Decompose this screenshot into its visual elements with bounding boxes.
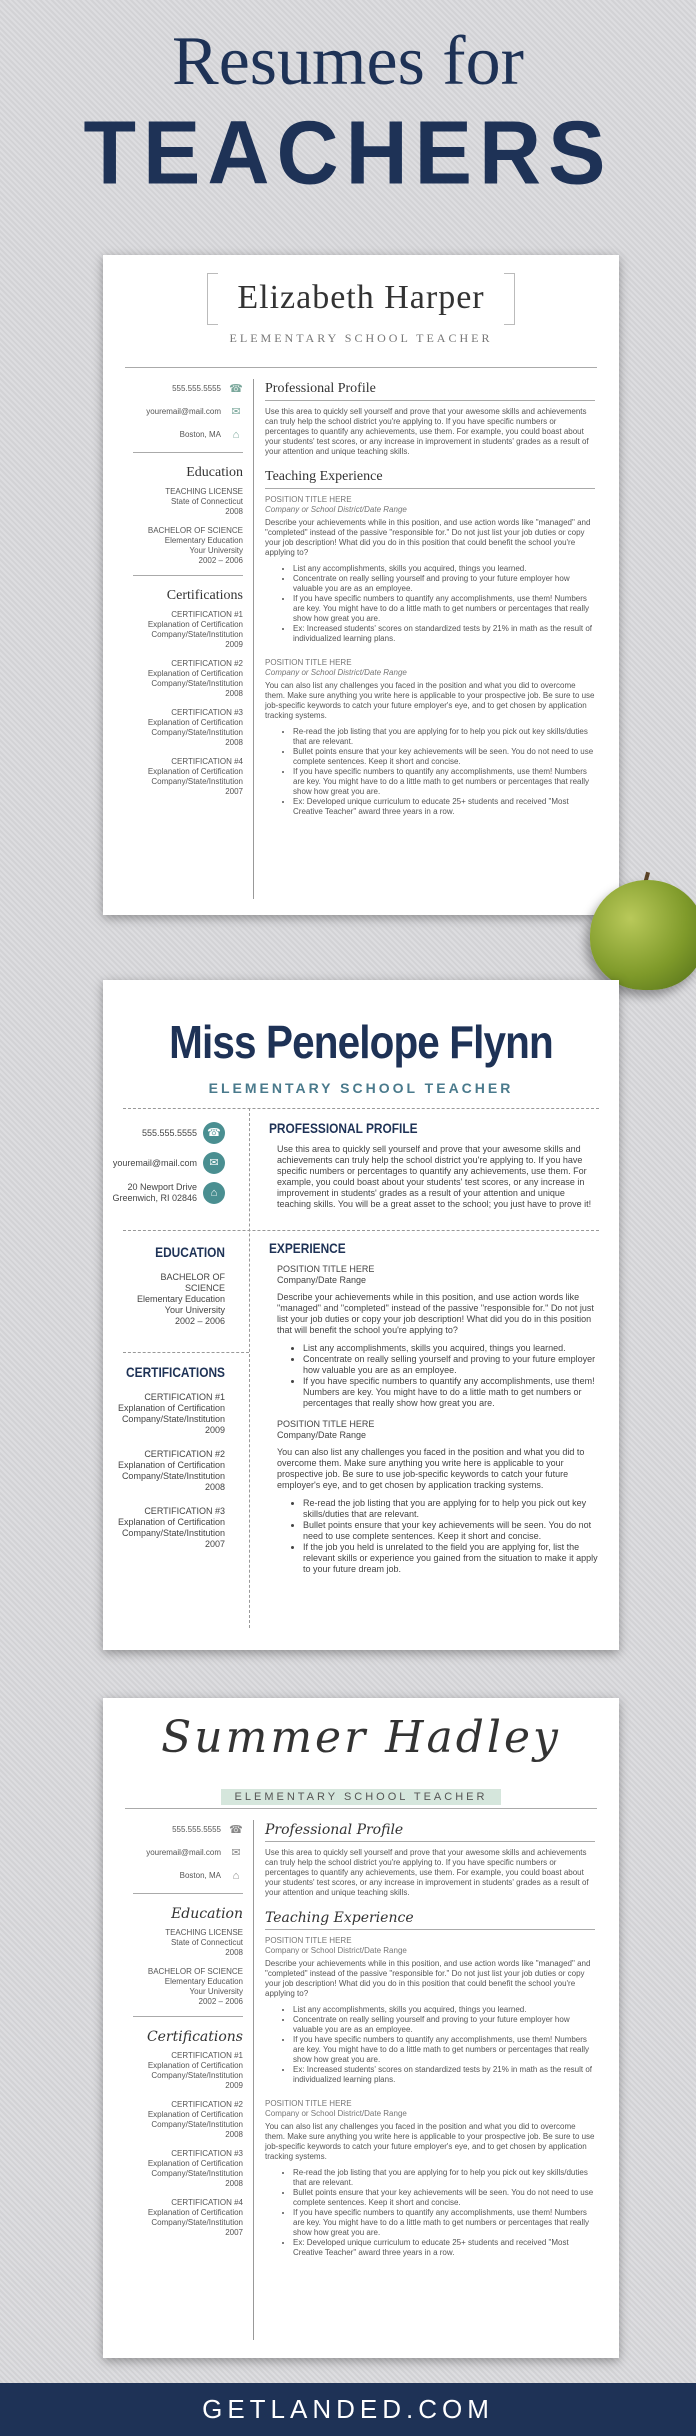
certifications-block [103, 1364, 225, 1550]
column-divider [253, 379, 254, 899]
certifications-heading: Certifications [166, 588, 243, 603]
list-item: • If you have specific numbers to quantify any accomplishments, use them! Numbers are key. You might have to do a little math to get numbers or percentages that really show how great you are. [303, 1376, 599, 1409]
list-item: • Re-read the job listing that you are applying for to help you pick out key skills/duties that are relevant. [303, 1498, 599, 1520]
certification-item: CERTIFICATION #4 Explanation of Certification Company/State/Institution 2007 [147, 2198, 243, 2237]
position-title: POSITION TITLE HERE [277, 1264, 375, 1274]
contact-email: youremail@mail.com ✉ [103, 406, 243, 418]
divider [133, 1893, 243, 1894]
education-item: BACHELOR OF SCIENCE Elementary Education Your University 2002 – 2006 [147, 1967, 243, 2006]
contact-phone: 555.555.5555 ☎ [172, 383, 243, 395]
contact-address: 20 Newport Drive Greenwich, RI 02846 ⌂ [103, 1182, 225, 1204]
divider [125, 367, 597, 368]
divider [123, 1352, 249, 1353]
list-item: • Bullet points ensure that your key achievements will be seen. You do not need to use complete sentences. Keep it short and concise. [293, 747, 595, 767]
divider [123, 1108, 599, 1109]
education-item: BACHELOR OF SCIENCE Elementary Education Your University 2002 – 2006 [147, 526, 243, 565]
phone-icon: ☎ [229, 1824, 243, 1836]
envelope-icon: ✉ [231, 1847, 241, 1859]
certification-item: CERTIFICATION #1 Explanation of Certification Company/State/Institution 2009 [117, 1392, 225, 1435]
certifications-heading: CERTIFICATIONS [126, 1364, 225, 1380]
profile-heading: Professional Profile [265, 381, 595, 401]
resume-name: Miss Penelope Flynn [169, 1016, 553, 1068]
phone-icon: ☎ [229, 383, 243, 395]
company-date: Company/Date Range [277, 1275, 367, 1285]
position-title: POSITION TITLE HERE [265, 2099, 352, 2108]
column-divider [249, 1108, 250, 1628]
contact-location: Boston, MA ⌂ [103, 429, 243, 441]
job-description: You can also list any challenges you faced in the position and what you did to overcome them. Make sure anything you write here is applicable to your prospective job. Be sure to use job-specific keywords to catch your future employer's eye, and to get chosen by application tracking systems. [277, 1447, 585, 1490]
certification-item: CERTIFICATION #3 Explanation of Certification Company/State/Institution 2007 [117, 1506, 225, 1549]
certification-item: CERTIFICATION #2 Explanation of Certification Company/State/Institution 2008 [147, 659, 243, 698]
profile-heading: PROFESSIONAL PROFILE [269, 1120, 418, 1136]
envelope-icon: ✉ [203, 1152, 225, 1174]
green-apple-image [590, 880, 696, 990]
list-item: • List any accomplishments, skills you acquired, things you learned. [293, 564, 595, 574]
list-item: • Re-read the job listing that you are applying for to help you pick out key skills/duties that are relevant. [293, 727, 595, 747]
divider [123, 1230, 599, 1231]
education-heading: EDUCATION [155, 1244, 225, 1260]
column-divider [253, 1820, 254, 2340]
main-column [265, 1822, 595, 2264]
home-icon: ⌂ [232, 1870, 240, 1882]
profile-text: Use this area to quickly sell yourself and prove that your awesome skills and achievements can truly help the school district you're applying to. If you have specific numbers or percentages to quantify any achievements, use them. For example, you could boast about your students' test scores, or any increase in improvement in students' grades as a result of your attention and unique teaching skills. You will be a great asset to the school; you just have to prove it! [277, 1144, 592, 1209]
contact-phone: 555.555.5555 ☎ [172, 1824, 243, 1836]
resume-elizabeth-harper [103, 255, 619, 915]
education-heading: Education [186, 465, 243, 480]
header-line-2: TEACHERS [83, 102, 613, 204]
resume-name: Summer Hadley [161, 1712, 561, 1763]
resume-title: ELEMENTARY SCHOOL TEACHER [229, 331, 493, 345]
experience-heading: Teaching Experience [265, 469, 595, 489]
site-link[interactable]: GETLANDED.COM [202, 2394, 494, 2424]
phone-icon: ☎ [203, 1122, 225, 1144]
header-line-1: Resumes for [172, 23, 524, 100]
envelope-icon: ✉ [231, 406, 241, 418]
education-item: TEACHING LICENSE State of Connecticut 2008 [165, 1928, 243, 1957]
sidebar [103, 1824, 243, 2247]
job-description: Describe your achievements while in this position, and use action words like "managed" and "completed" instead of the passive "responsible for." Do not just list your job duties or copy your job description! What did you do in this position that could benefit the school you're applying to? [265, 1959, 591, 1998]
education-heading: Education [171, 1906, 243, 1922]
contact-location: Boston, MA ⌂ [103, 1870, 243, 1882]
list-item: • If you have specific numbers to quantify any accomplishments, use them! Numbers are key. You might have to do a little math to get numbers or percentages that really show how great you are. [293, 594, 595, 624]
contact-phone: 555.555.5555 ☎ [103, 1122, 225, 1144]
education-item: TEACHING LICENSE State of Connecticut 2008 [165, 487, 243, 516]
profile-block [269, 1120, 599, 1217]
job-description: Describe your achievements while in this position, and use action words like "managed" and "completed" instead of the passive "responsible for." Do not just list your job duties or copy your job description! What did you do in this position that will benefit the school you're applying to? [277, 1292, 594, 1335]
certifications-heading: Certifications [146, 2029, 243, 2045]
job-bullets [265, 2168, 595, 2258]
company-date: Company or School District/Date Range [265, 505, 407, 514]
certification-item: CERTIFICATION #1 Explanation of Certification Company/State/Institution 2009 [147, 2051, 243, 2090]
divider [133, 2016, 243, 2017]
contact-email: youremail@mail.com ✉ [103, 1152, 225, 1174]
home-icon: ⌂ [232, 429, 240, 441]
position-title: POSITION TITLE HERE [277, 1419, 375, 1429]
contact-email: youremail@mail.com ✉ [103, 1847, 243, 1859]
list-item: • Concentrate on really selling yourself and proving to your future employer how valuable you are as an employee. [293, 2015, 595, 2035]
education-block: EDUCATION BACHELOR OF SCIENCE Elementary Education Your University 2002 – 2006 [103, 1244, 225, 1327]
divider [133, 575, 243, 576]
company-date: Company or School District/Date Range [265, 2109, 407, 2118]
company-date: Company or School District/Date Range [265, 668, 407, 677]
divider [125, 1808, 597, 1809]
resume-title: ELEMENTARY SCHOOL TEACHER [208, 1080, 514, 1096]
sidebar [103, 383, 243, 806]
list-item: • Concentrate on really selling yourself and proving to your future employer how valuable you are as an employee. [303, 1354, 599, 1376]
list-item: • If you have specific numbers to quantify any accomplishments, use them! Numbers are key. You might have to do a little math to get numbers or percentages that really show how great you are. [293, 2208, 595, 2238]
certification-item: CERTIFICATION #1 Explanation of Certification Company/State/Institution 2009 [147, 610, 243, 649]
certification-item: CERTIFICATION #3 Explanation of Certification Company/State/Institution 2008 [147, 708, 243, 747]
list-item: • Ex: Developed unique curriculum to educate 25+ students and received "Most Creative Teacher" award three years in a row. [293, 2238, 595, 2258]
profile-heading: Professional Profile [265, 1822, 595, 1842]
job-bullets [265, 2005, 595, 2085]
experience-heading: Teaching Experience [265, 1910, 595, 1930]
position-title: POSITION TITLE HERE [265, 658, 352, 667]
certification-item: CERTIFICATION #2 Explanation of Certification Company/State/Institution 2008 [147, 2100, 243, 2139]
company-date: Company/Date Range [277, 1430, 367, 1440]
list-item: • Ex: Developed unique curriculum to educate 25+ students and received "Most Creative Teacher" award three years in a row. [293, 797, 595, 817]
resume-penelope-flynn [103, 980, 619, 1650]
main-column [265, 381, 595, 823]
page-header [0, 0, 696, 205]
resume-title: ELEMENTARY SCHOOL TEACHER [234, 1791, 488, 1803]
profile-text: Use this area to quickly sell yourself and prove that your awesome skills and achievements can truly help the school district you're applying to. If you have specific numbers or percentages to quantify any achievements, use them. For example, you could boast about your students' test scores, or any increase in improvement in students' grades as a result of your attention and unique teaching skills. [265, 407, 589, 456]
experience-heading: EXPERIENCE [269, 1240, 346, 1256]
position-title: POSITION TITLE HERE [265, 495, 352, 504]
list-item: • List any accomplishments, skills you acquired, things you learned. [293, 2005, 595, 2015]
job-bullets [277, 1343, 599, 1409]
job-description: You can also list any challenges you faced in the position and what you did to overcome them. Make sure anything you write here is applicable to your prospective job. Be sure to use job-specific keywords to catch your future employer's eye, and to get chosen by application tracking systems. [265, 681, 595, 720]
list-item: • If you have specific numbers to quantify any accomplishments, use them! Numbers are key. You might have to do a little math to get numbers or percentages that really show how great you are. [293, 767, 595, 797]
position-title: POSITION TITLE HERE [265, 1936, 352, 1945]
company-date: Company or School District/Date Range [265, 1946, 407, 1955]
list-item: • Ex: Increased students' scores on standardized tests by 21% in math as the result of individualized learning plans. [293, 624, 595, 644]
profile-text: Use this area to quickly sell yourself and prove that your awesome skills and achievements can truly help the school district you're applying to. If you have specific numbers or percentages to quantify any achievements, use them. For example, you could boast about your students' test scores, or any increase in improvement in students' grades as a result of your attention and unique teaching skills. [265, 1848, 589, 1897]
certification-item: CERTIFICATION #3 Explanation of Certification Company/State/Institution 2008 [147, 2149, 243, 2188]
job-bullets [265, 564, 595, 644]
list-item: • If you have specific numbers to quantify any accomplishments, use them! Numbers are key. You might have to do a little math to get numbers or percentages that really show how great you are. [293, 2035, 595, 2065]
list-item: • Bullet points ensure that your key achievements will be seen. You do not need to use complete sentences. Keep it short and concise. [303, 1520, 599, 1542]
resume-summer-hadley [103, 1698, 619, 2358]
job-description: Describe your achievements while in this position, and use action words like "managed" and "completed" instead of the passive "responsible for." Do not just list your job duties or copy your job description! What did you do in this position that could benefit the school you're applying to? [265, 518, 591, 557]
certification-item: CERTIFICATION #2 Explanation of Certification Company/State/Institution 2008 [117, 1449, 225, 1492]
job-bullets [277, 1498, 599, 1575]
footer-banner[interactable] [0, 2383, 696, 2436]
job-bullets [265, 727, 595, 817]
job-description: You can also list any challenges you faced in the position and what you did to overcome them. Make sure anything you write here is applicable to your prospective job. Be sure to use job-specific keywords to catch your future employer's eye, and to get chosen by application tracking systems. [265, 2122, 595, 2161]
certification-item: CERTIFICATION #4 Explanation of Certification Company/State/Institution 2007 [147, 757, 243, 796]
list-item: • Re-read the job listing that you are applying for to help you pick out key skills/duties that are relevant. [293, 2168, 595, 2188]
list-item: • Bullet points ensure that your key achievements will be seen. You do not need to use complete sentences. Keep it short and concise. [293, 2188, 595, 2208]
experience-block [269, 1240, 599, 1583]
resume-name: Elizabeth Harper [237, 279, 485, 316]
list-item: • If the job you held is unrelated to the field you are applying for, list the relevant skills or experience you gained from the situation to make it apply to your future dream job. [303, 1542, 599, 1575]
divider [133, 452, 243, 453]
contact-block [103, 1122, 225, 1215]
list-item: • Ex: Increased students' scores on standardized tests by 21% in math as the result of individualized learning plans. [293, 2065, 595, 2085]
home-icon: ⌂ [203, 1182, 225, 1204]
list-item: • List any accomplishments, skills you acquired, things you learned. [303, 1343, 599, 1354]
list-item: • Concentrate on really selling yourself and proving to your future employer how valuable you are as an employee. [293, 574, 595, 594]
